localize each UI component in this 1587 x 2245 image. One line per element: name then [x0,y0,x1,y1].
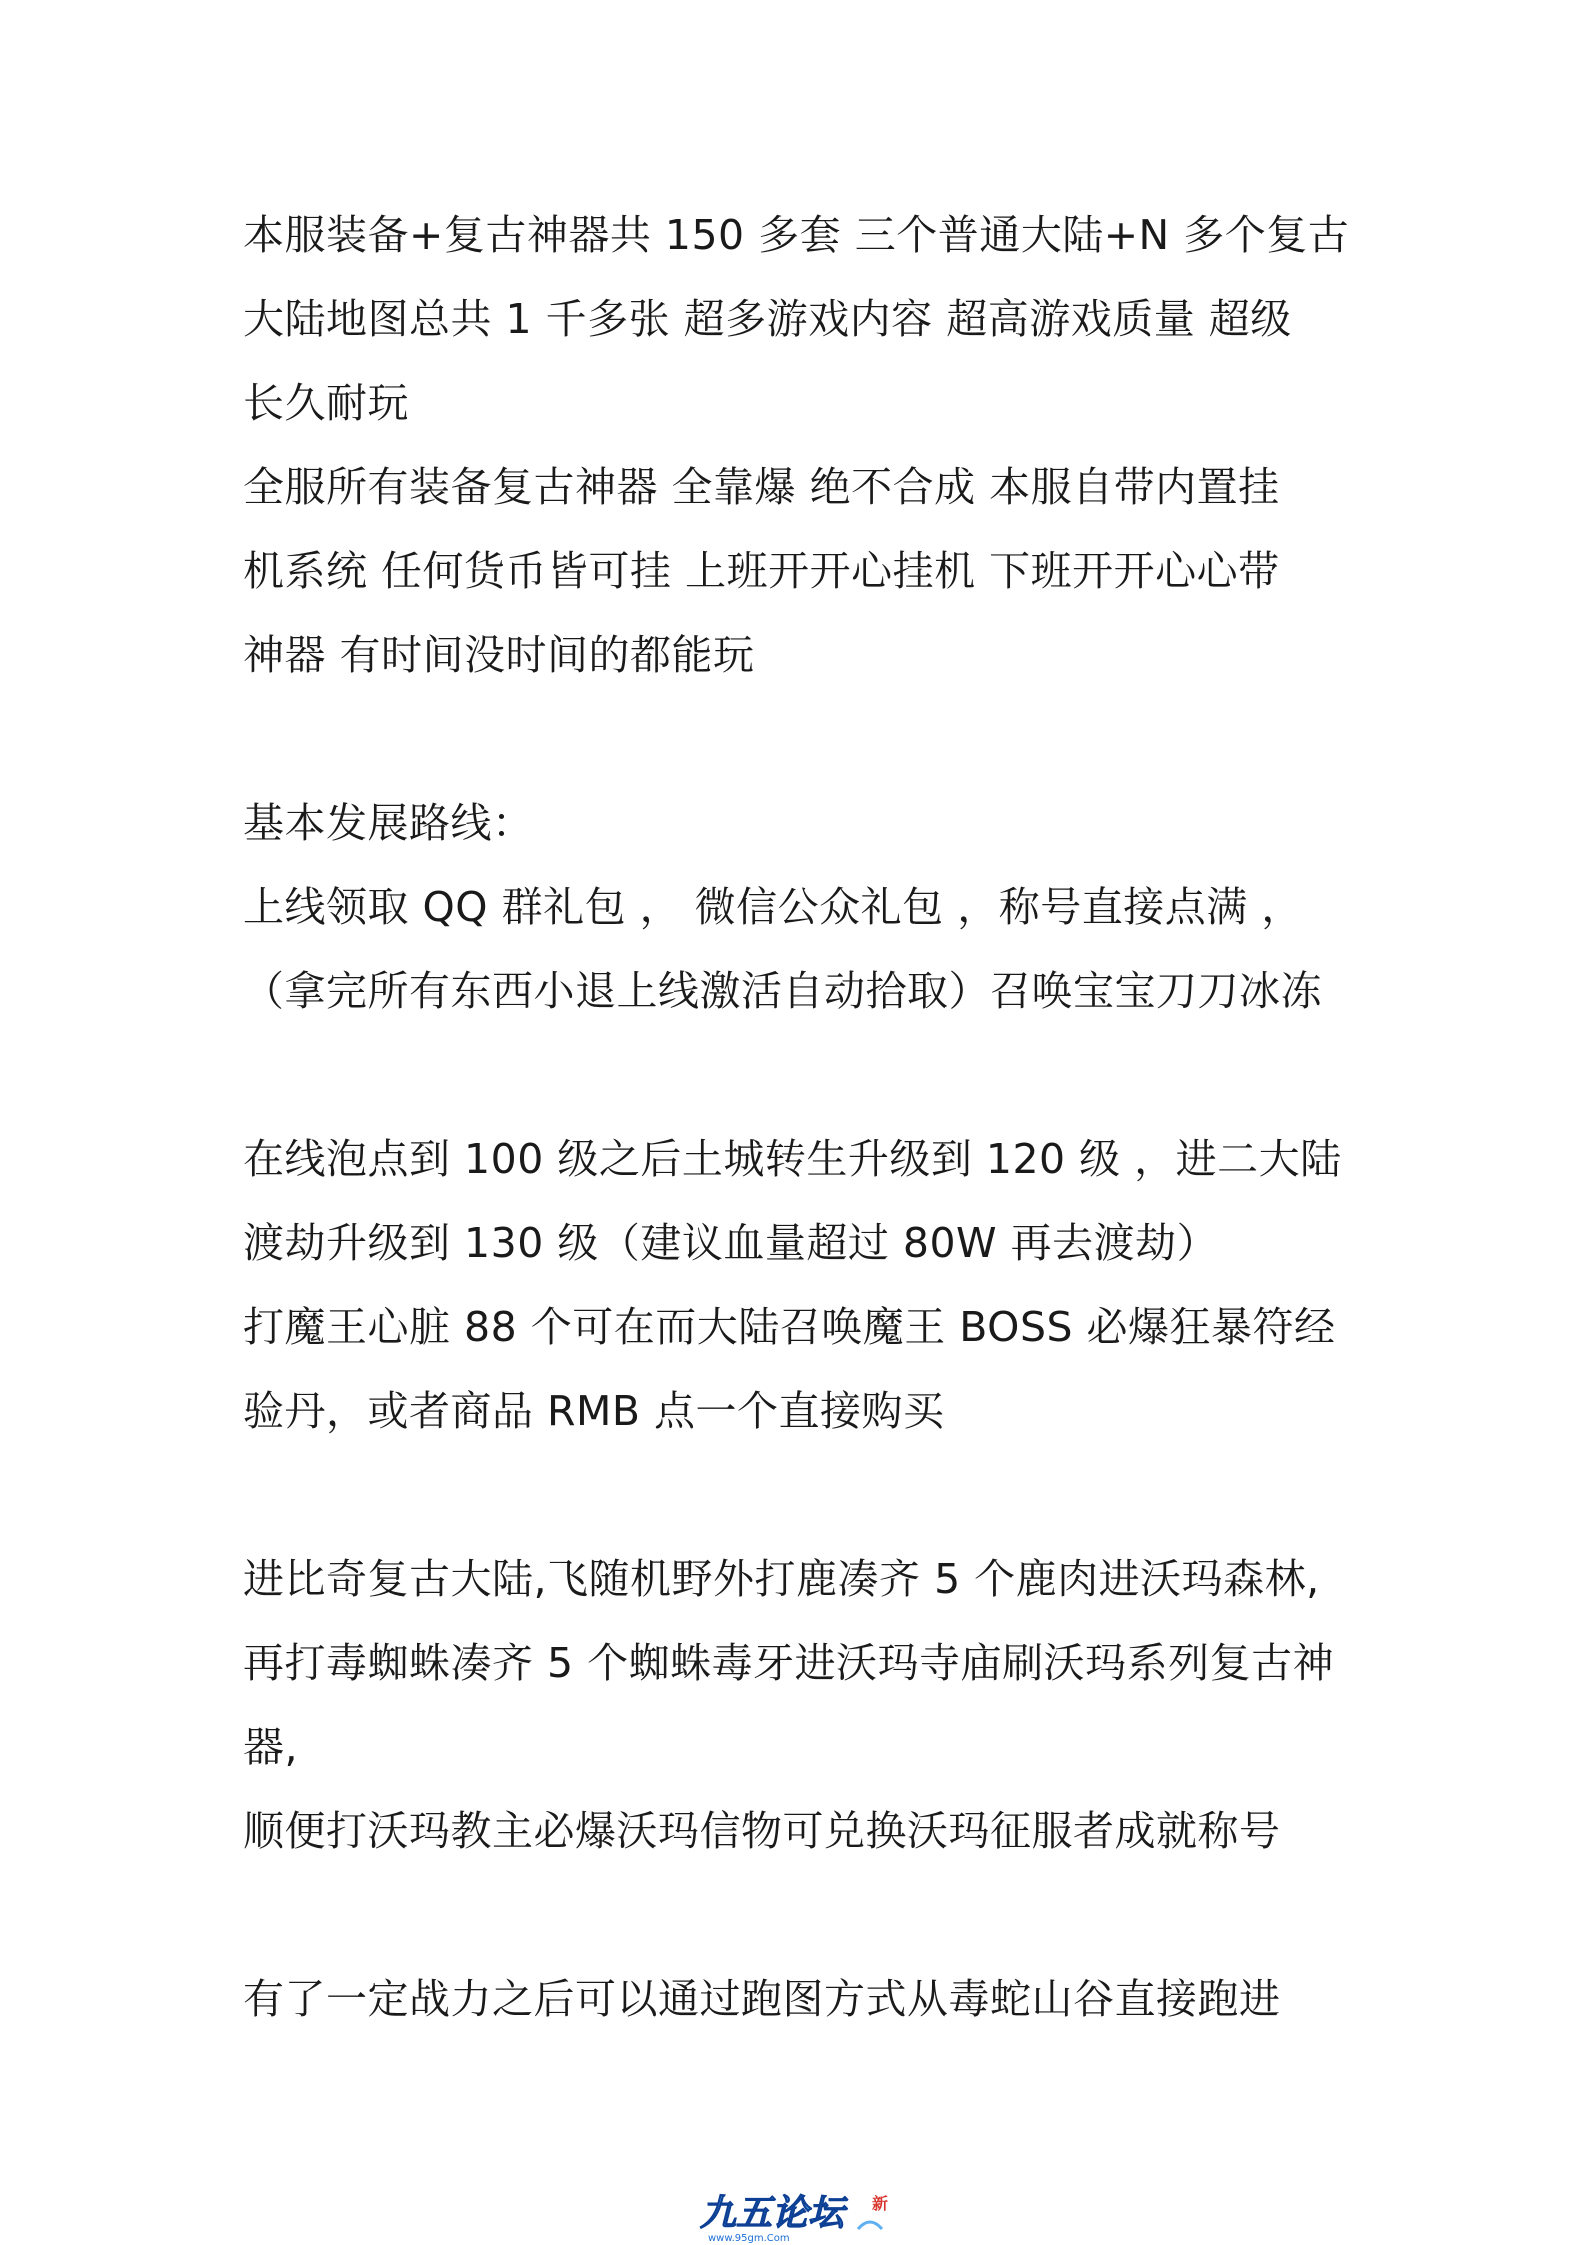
section-heading: 基本发展路线： [243,799,534,847]
text-line: 打魔王心脏 88 个可在而大陆召唤魔王 BOSS 必爆狂暴符经 [243,1303,1336,1351]
text-line: （拿完所有东西小退上线激活自动拾取）召唤宝宝刀刀冰冻 [243,967,1322,1015]
text-line: 有了一定战力之后可以通过跑图方式从毒蛇山谷直接跑进 [243,1975,1281,2023]
text-line: 在线泡点到 100 级之后土城转生升级到 120 级 ，进二大陆 [243,1135,1342,1183]
text-line: 再打毒蜘蛛凑齐 5 个蜘蛛毒牙进沃玛寺庙刷沃玛系列复古神 [243,1639,1335,1687]
logo-url-text: www.95gm.Com [708,2233,790,2244]
text-line: 机系统 任何货币皆可挂 上班开开心挂机 下班开开心心带 [243,547,1280,595]
text-line: 进比奇复古大陆,飞随机野外打鹿凑齐 5 个鹿肉进沃玛森林, [243,1555,1320,1603]
text-line: 上线领取 QQ 群礼包 ， 微信公众礼包 ，称号直接点满 ， [243,883,1303,931]
text-line: 验丹，或者商品 RMB 点一个直接购买 [243,1387,945,1435]
text-line: 长久耐玩 [243,379,409,427]
text-line: 渡劫升级到 130 级（建议血量超过 80W 再去渡劫） [243,1219,1219,1267]
text-line: 本服装备+复古神器共 150 多套 三个普通大陆+N 多个复古 [243,211,1350,259]
logo-badge: 新 [872,2194,889,2213]
logo-swoosh-icon [858,2222,882,2229]
text-line: 全服所有装备复古神器 全靠爆 绝不合成 本服自带内置挂 [243,463,1280,511]
site-logo [690,2185,920,2245]
text-line: 器, [243,1723,299,1771]
text-line: 大陆地图总共 1 千多张 超多游戏内容 超高游戏质量 超级 [243,295,1292,343]
text-line: 顺便打沃玛教主必爆沃玛信物可兑换沃玛征服者成就称号 [243,1807,1281,1855]
logo-text: 九五论坛 [700,2193,845,2234]
text-line: 神器 有时间没时间的都能玩 [243,631,755,679]
